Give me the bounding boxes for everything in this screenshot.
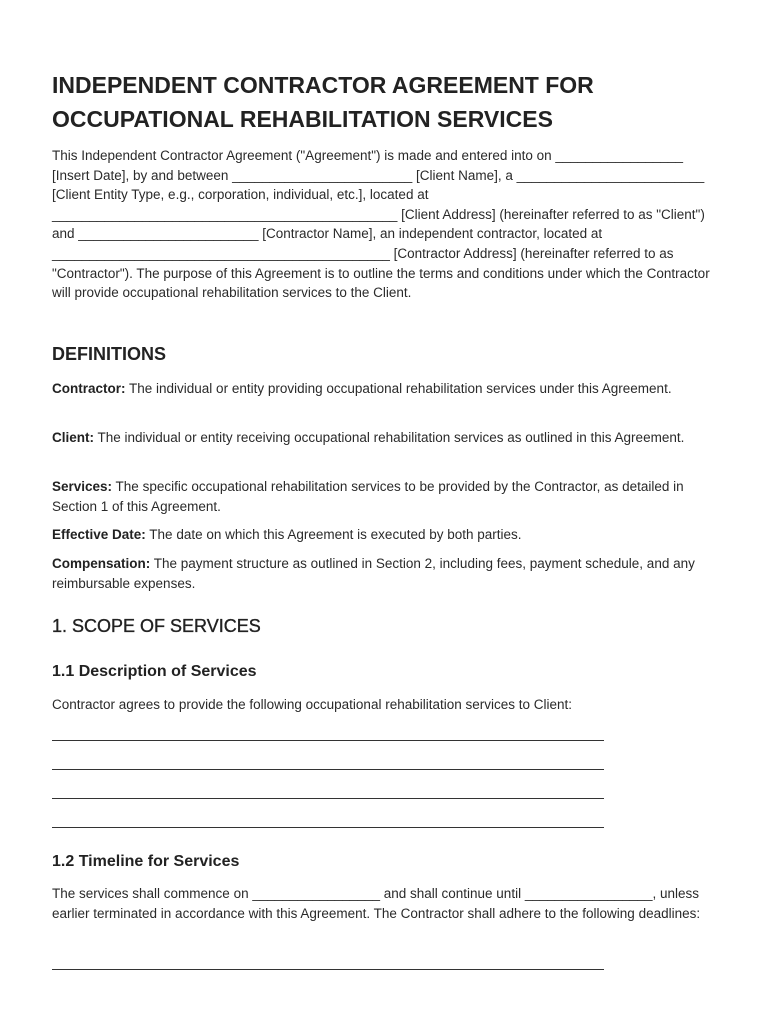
- definition-text: The payment structure as outlined in Section 2, including fees, payment schedule, and any reimbursable expenses.: [52, 556, 695, 591]
- title-line-1: INDEPENDENT CONTRACTOR AGREEMENT FOR: [52, 72, 594, 98]
- intro-paragraph: This Independent Contractor Agreement ("Agreement") is made and entered into on _________________ [Insert Date], by and between ________________________ [Client Name], a _________________________ [Client Entity Type, e.g., corporation, individual, etc.], located at ______________________________________________ [Client Address] (hereinafter referred to as "Client") and ________________________ [Contractor Name], an independent contractor, located at _____________________________________________ [Contractor Address] (hereinafter referred to as "Contractor"). The purpose of this Agreement is to outline the terms and conditions under which the Contractor will provide occupational rehabilitation services to the Client.: [52, 148, 710, 301]
- timeline-subheading: 1.2 Timeline for Services: [52, 853, 240, 870]
- description-text: Contractor agrees to provide the following occupational rehabilitation services to Client:: [52, 697, 573, 712]
- blank-line[interactable]: [52, 740, 604, 741]
- definitions-heading: DEFINITIONS: [52, 344, 167, 364]
- definition-term: Contractor:: [52, 381, 126, 396]
- definition-term: Effective Date:: [52, 527, 146, 542]
- definition-effective-date: [52, 525, 720, 545]
- definition-compensation: [52, 554, 720, 593]
- document-title: [52, 68, 742, 136]
- definition-services: [52, 477, 720, 516]
- definition-client: [52, 428, 720, 448]
- definition-text: The individual or entity providing occupational rehabilitation services under this Agreement.: [125, 381, 672, 396]
- blank-line[interactable]: [52, 769, 604, 770]
- definition-term: Services:: [52, 479, 113, 494]
- definition-text: The date on which this Agreement is executed by both parties.: [145, 527, 522, 542]
- definition-text: The specific occupational rehabilitation services to be provided by the Contractor, as detailed in Section 1 of this Agreement.: [52, 479, 684, 514]
- blank-line[interactable]: [52, 798, 604, 799]
- blank-line[interactable]: [52, 827, 604, 828]
- blank-line[interactable]: [52, 969, 604, 970]
- timeline-text: The services shall commence on _________________ and shall continue until _________________, unless earlier terminated in accordance with this Agreement. The Contractor shall adhere to the following deadlines:: [52, 886, 701, 921]
- definition-term: Client:: [52, 430, 94, 445]
- definition-contractor: [52, 379, 720, 399]
- definition-text: The individual or entity receiving occupational rehabilitation services as outlined in this Agreement.: [94, 430, 685, 445]
- title-line-2: OCCUPATIONAL REHABILITATION SERVICES: [52, 106, 553, 132]
- scope-heading: 1. SCOPE OF SERVICES: [52, 616, 261, 636]
- description-subheading: 1.1 Description of Services: [52, 663, 257, 680]
- definition-term: Compensation:: [52, 556, 151, 571]
